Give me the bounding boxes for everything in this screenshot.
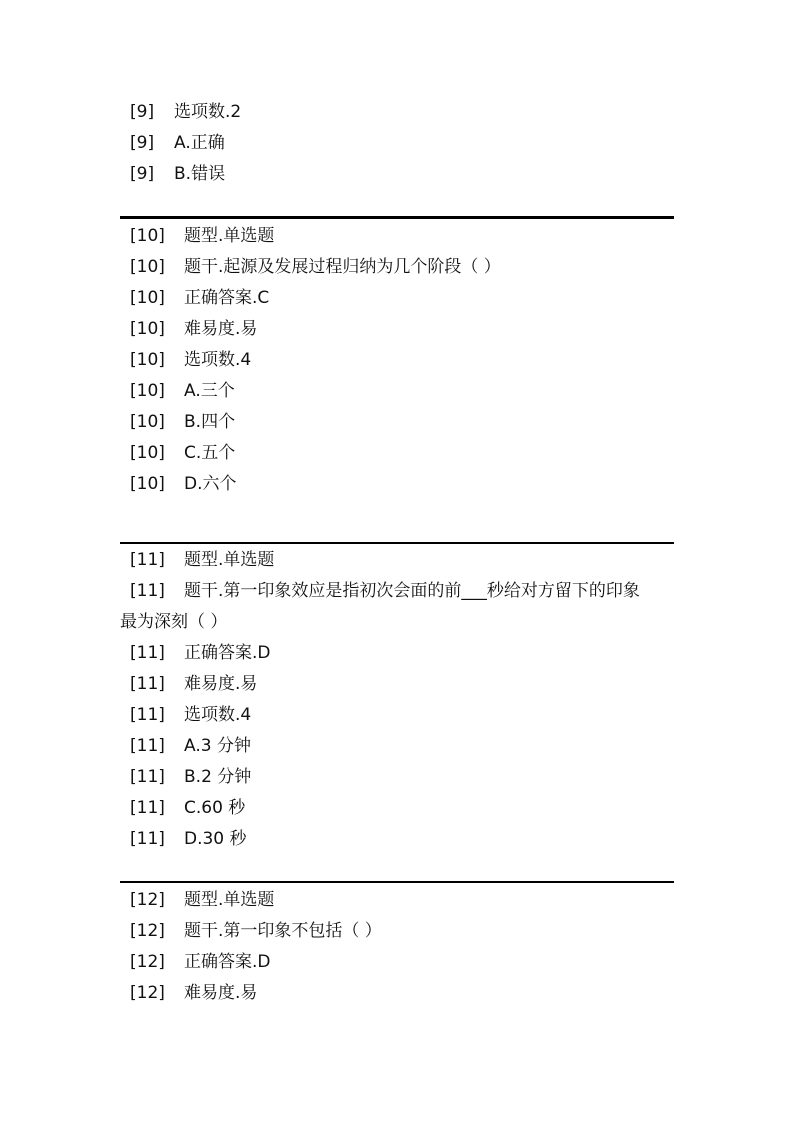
question-tag: [11] — [130, 550, 165, 570]
question-field: 选项数.2 — [174, 102, 242, 122]
question-tag: [11] — [130, 798, 165, 818]
question-tag: [11] — [130, 767, 165, 787]
question-tag: [9] — [130, 164, 155, 184]
question-tag: [12] — [130, 921, 165, 941]
question-tag: [11] — [130, 643, 165, 663]
question-tag: [10] — [130, 350, 165, 370]
question-tag: [10] — [130, 474, 165, 494]
question-stem: 题干.第一印象不包括（ ） — [184, 921, 382, 941]
option-a: A.3 分钟 — [184, 736, 251, 756]
option-a: A.三个 — [184, 381, 235, 401]
question-stem-continuation: 最为深刻（ ） — [120, 612, 228, 632]
question-tag: [9] — [130, 133, 155, 153]
separator-rule — [120, 542, 674, 544]
difficulty: 难易度.易 — [184, 674, 258, 694]
difficulty: 难易度.易 — [184, 983, 258, 1003]
option-b: B.错误 — [174, 164, 226, 184]
correct-answer: 正确答案.D — [184, 643, 271, 663]
question-tag: [11] — [130, 581, 165, 601]
question-type: 题型.单选题 — [184, 890, 275, 910]
option-count: 选项数.4 — [184, 705, 252, 725]
separator-rule — [120, 216, 674, 219]
question-tag: [11] — [130, 736, 165, 756]
question-type: 题型.单选题 — [184, 226, 275, 246]
option-d: D.六个 — [184, 474, 237, 494]
question-tag: [9] — [130, 102, 155, 122]
question-tag: [10] — [130, 226, 165, 246]
question-tag: [11] — [130, 705, 165, 725]
question-tag: [10] — [130, 288, 165, 308]
separator-rule — [120, 881, 674, 883]
question-tag: [10] — [130, 443, 165, 463]
question-tag: [12] — [130, 890, 165, 910]
option-c: C.60 秒 — [184, 798, 246, 818]
correct-answer: 正确答案.D — [184, 952, 271, 972]
question-tag: [11] — [130, 829, 165, 849]
question-stem: 题干.起源及发展过程归纳为几个阶段（ ） — [184, 257, 501, 277]
option-d: D.30 秒 — [184, 829, 247, 849]
question-stem: 题干.第一印象效应是指初次会面的前___秒给对方留下的印象 — [184, 581, 640, 601]
question-tag: [10] — [130, 412, 165, 432]
question-tag: [10] — [130, 257, 165, 277]
option-a: A.正确 — [174, 133, 225, 153]
question-tag: [10] — [130, 381, 165, 401]
option-count: 选项数.4 — [184, 350, 252, 370]
question-tag: [12] — [130, 952, 165, 972]
correct-answer: 正确答案.C — [184, 288, 270, 308]
question-type: 题型.单选题 — [184, 550, 275, 570]
option-c: C.五个 — [184, 443, 236, 463]
question-tag: [12] — [130, 983, 165, 1003]
question-tag: [10] — [130, 319, 165, 339]
option-b: B.2 分钟 — [184, 767, 252, 787]
option-b: B.四个 — [184, 412, 236, 432]
question-tag: [11] — [130, 674, 165, 694]
difficulty: 难易度.易 — [184, 319, 258, 339]
